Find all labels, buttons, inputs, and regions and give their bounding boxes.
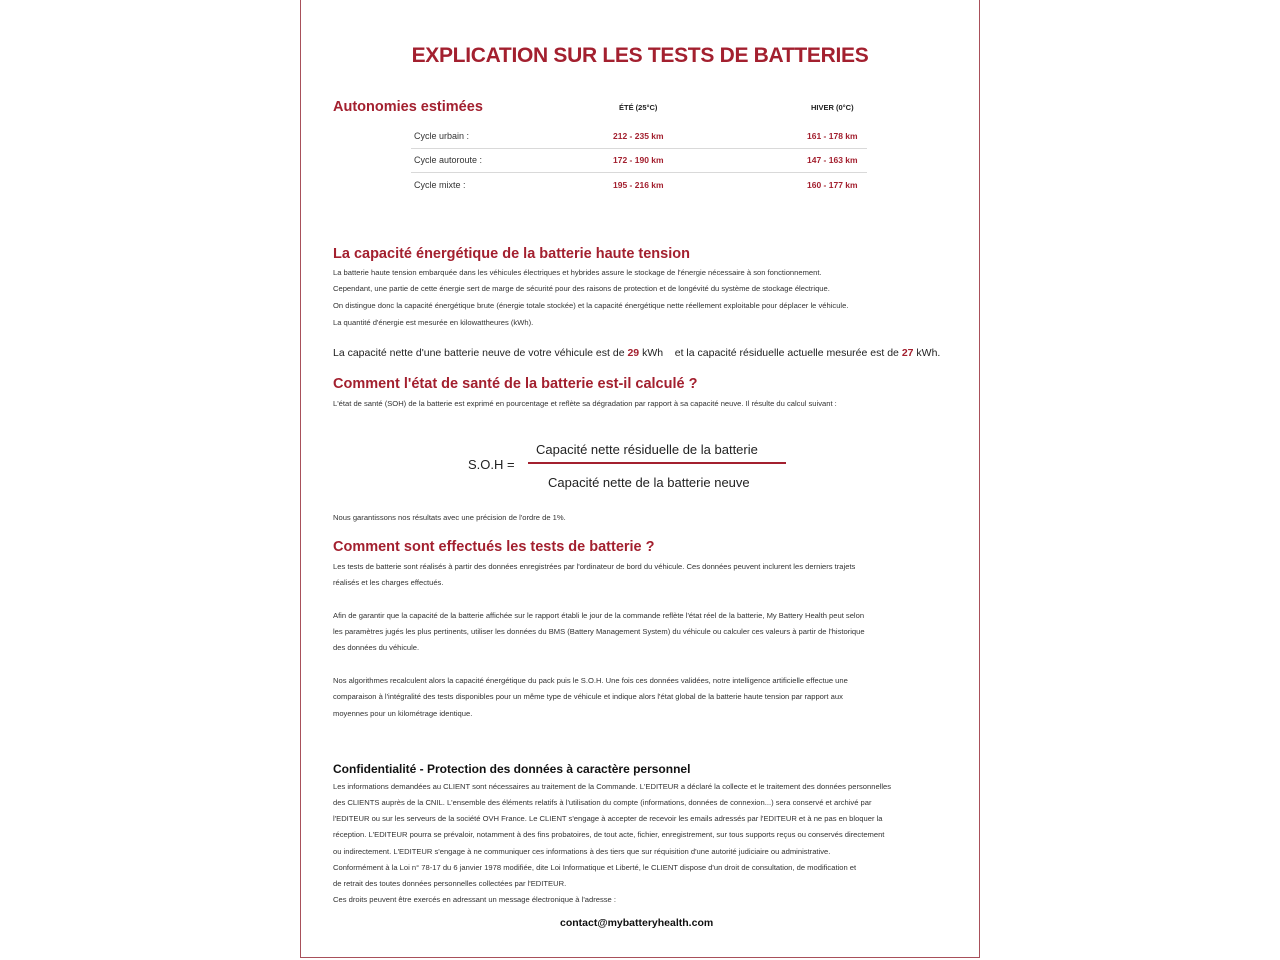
row-value-hiver: 160 - 177 km bbox=[807, 180, 858, 190]
privacy-text-line: réception. L'EDITEUR pourra se prévaloir, notamment à des fins probatoires, de tout acte, fichier, enregistrement, sur tous supports reçus ou conservés directement bbox=[333, 830, 885, 839]
soh-heading: Comment l'état de santé de la batterie est-il calculé ? bbox=[333, 376, 698, 392]
page-title: EXPLICATION SUR LES TESTS DE BATTERIES bbox=[411, 44, 869, 67]
capacity-text-line: La batterie haute tension embarquée dans les véhicules électriques et hybrides assure le stockage de l'énergie nécessaire à son fonctionnement. bbox=[333, 268, 822, 277]
fraction-line bbox=[528, 462, 786, 464]
formula-denominator: Capacité nette de la batterie neuve bbox=[548, 475, 750, 490]
privacy-text-line: Ces droits peuvent être exercés en adressant un message électronique à l'adresse : bbox=[333, 895, 617, 904]
row-value-hiver: 161 - 178 km bbox=[807, 131, 858, 141]
privacy-text-line: des CLIENTS auprès de la CNIL. L'ensemble des éléments relatifs à l'utilisation du compte (informations, données de connexion...) sera conservé et archivé par bbox=[333, 798, 872, 807]
privacy-text-line: l'EDITEUR ou sur les serveurs de la société OVH France. Le CLIENT s'engage à accepter de recevoir les emails adressés par l'EDITEUR et à ne pas en bloquer la bbox=[333, 814, 883, 823]
tests-text-line: des données du véhicule. bbox=[333, 643, 420, 652]
tests-text-line: Nos algorithmes recalculent alors la capacité énergétique du pack puis le S.O.H. Une fois ces données validées, notre intelligence artificielle effectue une bbox=[333, 676, 848, 685]
privacy-text-line: Les informations demandées au CLIENT sont nécessaires au traitement de la Commande. L'EDITEUR a déclaré la collecte et le traitement des données personnelles bbox=[333, 782, 892, 791]
column-header-ete: ÉTÉ (25°C) bbox=[619, 103, 658, 112]
summary-prefix: La capacité nette d'une batterie neuve de votre véhicule est de bbox=[333, 347, 625, 359]
autonomies-heading: Autonomies estimées bbox=[333, 99, 483, 115]
row-value-ete: 212 - 235 km bbox=[613, 131, 664, 141]
row-label: Cycle urbain : bbox=[414, 131, 470, 141]
capacity-text-line: La quantité d'énergie est mesurée en kilowattheures (kWh). bbox=[333, 318, 534, 327]
precision-note: Nous garantissons nos résultats avec une précision de l'ordre de 1%. bbox=[333, 513, 566, 522]
row-value-hiver: 147 - 163 km bbox=[807, 155, 858, 165]
row-value-ete: 172 - 190 km bbox=[613, 155, 664, 165]
tests-heading: Comment sont effectués les tests de batterie ? bbox=[333, 539, 655, 555]
row-divider bbox=[411, 172, 867, 173]
row-value-ete: 195 - 216 km bbox=[613, 180, 664, 190]
privacy-text-line: Conformément à la Loi n° 78-17 du 6 janvier 1978 modifiée, dite Loi Informatique et Liberté, le CLIENT dispose d'un droit de consultation, de modification et bbox=[333, 863, 857, 872]
capacity-text-line: Cependant, une partie de cette énergie sert de marge de sécurité pour des raisons de protection et de longévité du système de stockage électrique. bbox=[333, 284, 830, 293]
contact-email-link[interactable]: contact@mybatteryhealth.com bbox=[560, 917, 714, 929]
new-capacity-value: 29 bbox=[627, 347, 640, 359]
formula-label: S.O.H = bbox=[468, 457, 515, 472]
privacy-text-line: ou indirectement. L'EDITEUR s'engage à ne communiquer ces informations à des tiers que sur réquisition d'une autorité judiciaire ou administrative. bbox=[333, 847, 831, 856]
capacity-text-line: On distingue donc la capacité énergétique brute (énergie totale stockée) et la capacité énergétique nette réellement exploitable pour déplacer le véhicule. bbox=[333, 301, 849, 310]
capacity-summary bbox=[333, 347, 940, 359]
document-page bbox=[300, 0, 980, 958]
tests-text-line: réalisés et les charges effectués. bbox=[333, 578, 444, 587]
tests-text-line: moyennes pour un kilométrage identique. bbox=[333, 709, 473, 718]
tests-text-line: Les tests de batterie sont réalisés à partir des données enregistrées par l'ordinateur de bord du véhicule. Ces données peuvent inclurent les derniers trajets bbox=[333, 562, 856, 571]
unit-label: kWh bbox=[642, 347, 664, 359]
privacy-heading: Confidentialité - Protection des données à caractère personnel bbox=[333, 762, 691, 776]
residual-capacity-value: 27 bbox=[901, 347, 914, 359]
capacity-heading: La capacité énergétique de la batterie haute tension bbox=[333, 246, 690, 262]
row-label: Cycle autoroute : bbox=[414, 155, 483, 165]
soh-intro: L'état de santé (SOH) de la batterie est exprimé en pourcentage et reflète sa dégradation par rapport à sa capacité neuve. Il résulte du calcul suivant : bbox=[333, 399, 837, 408]
column-header-hiver: HIVER (0°C) bbox=[811, 103, 854, 112]
tests-text-line: comparaison à l'intégralité des tests disponibles pour un même type de véhicule et indique alors l'état global de la batterie haute tension par rapport aux bbox=[333, 692, 843, 701]
row-label: Cycle mixte : bbox=[414, 180, 466, 190]
unit-label: kWh. bbox=[916, 347, 941, 359]
summary-middle: et la capacité résiduelle actuelle mesurée est de bbox=[674, 347, 899, 359]
tests-text-line: Afin de garantir que la capacité de la batterie affichée sur le rapport établi le jour de la commande reflète l'état réel de la batterie, My Battery Health peut selon bbox=[333, 611, 865, 620]
tests-text-line: les paramètres jugés les plus pertinents, utiliser les données du BMS (Battery Management System) du véhicule ou calculer ces valeurs à partir de l'historique bbox=[333, 627, 865, 636]
privacy-text-line: de retrait des toutes données personnelles collectées par l'EDITEUR. bbox=[333, 879, 567, 888]
row-divider bbox=[411, 148, 867, 149]
formula-numerator: Capacité nette résiduelle de la batterie bbox=[536, 442, 758, 457]
